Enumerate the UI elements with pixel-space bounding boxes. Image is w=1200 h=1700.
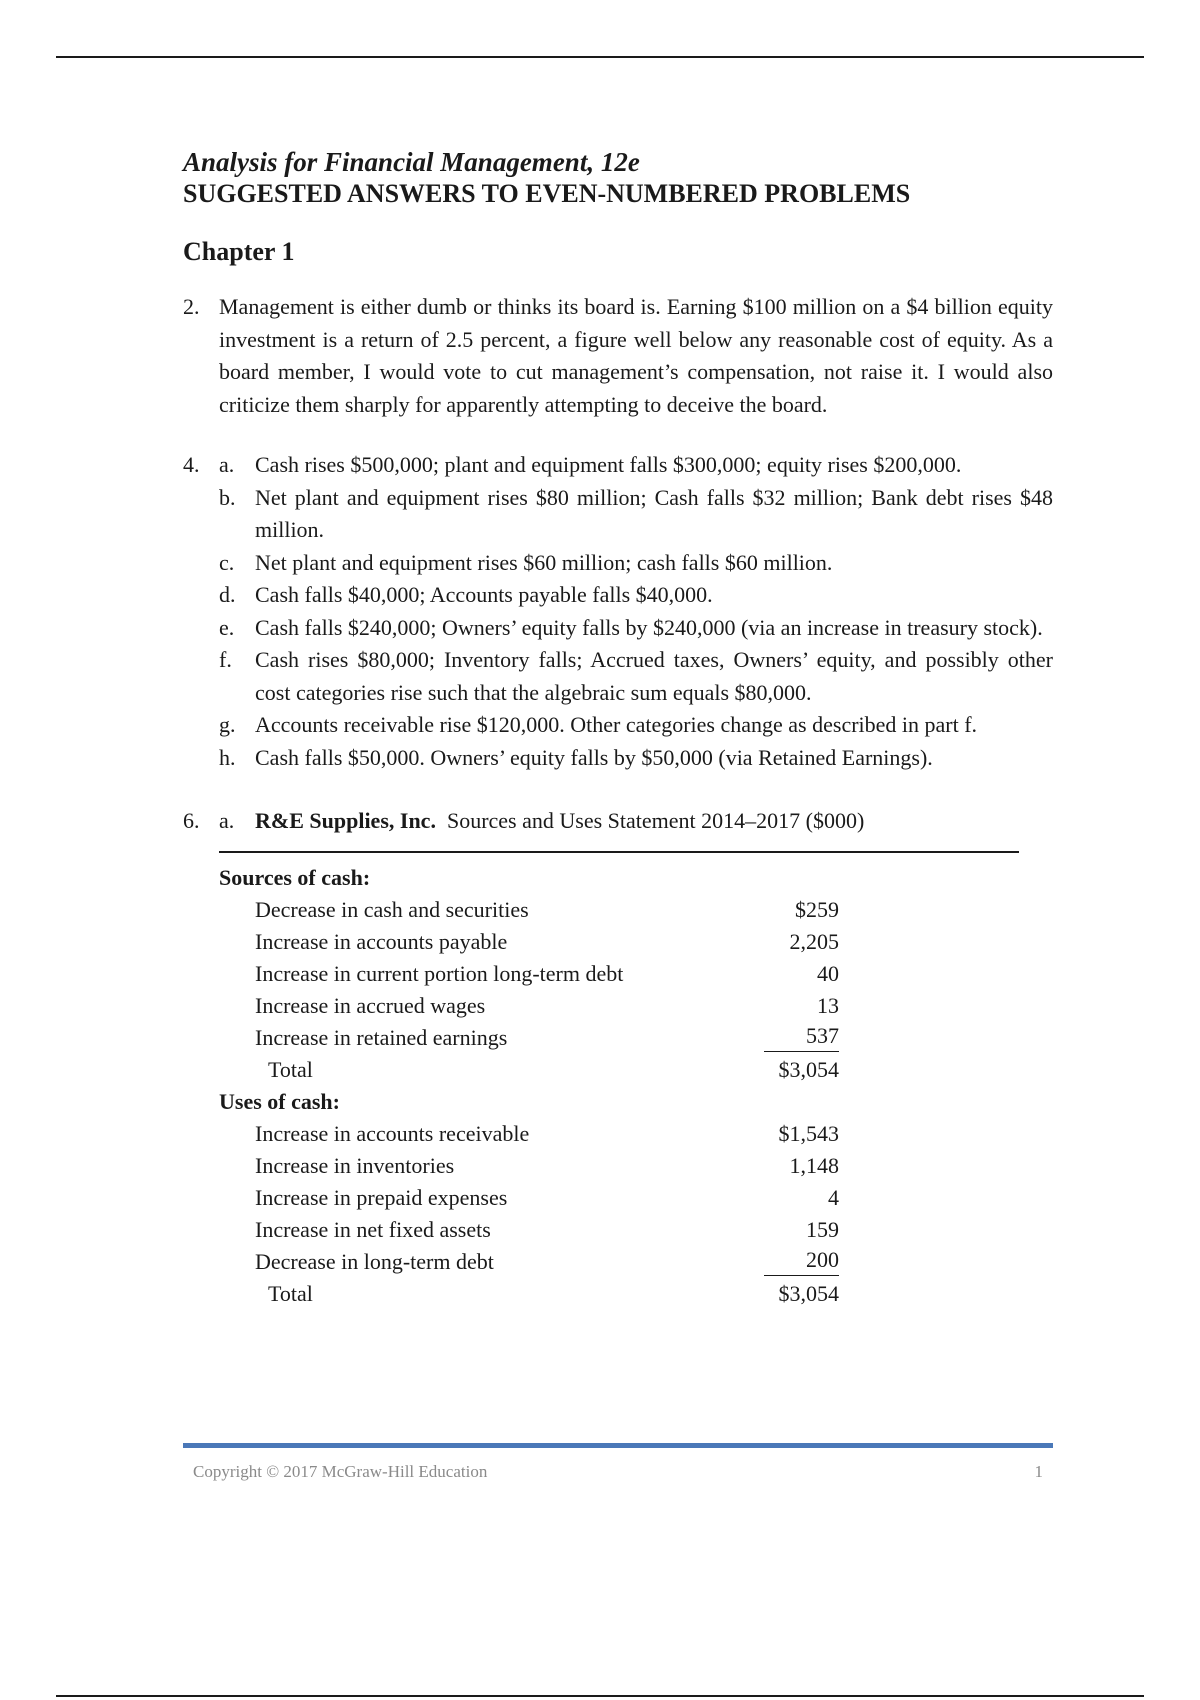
- total-amount: $3,054: [778, 1280, 839, 1306]
- item-text: Cash falls $40,000; Accounts payable falls $40,000.: [255, 582, 713, 607]
- table-row: [219, 894, 839, 926]
- item-text: Cash falls $240,000; Owners’ equity falls by $240,000 (via an increase in treasury stock).: [255, 614, 1043, 640]
- row-label: Increase in prepaid expenses: [255, 1184, 508, 1210]
- item-letter: e.: [219, 614, 235, 640]
- bottom-rule: [56, 1695, 1144, 1697]
- item-letter: f.: [219, 647, 232, 672]
- total-label: Total: [268, 1280, 313, 1306]
- item-text: Net plant and equipment rises $80 million; Cash falls $32 million; Bank debt rises $48 million.: [255, 484, 1053, 542]
- table-row: [219, 1182, 839, 1214]
- table-rule: [219, 851, 1019, 853]
- table-row: [219, 1118, 839, 1150]
- row-amount: 159: [806, 1216, 839, 1242]
- sources-total-row: [219, 1054, 839, 1086]
- row-label: Decrease in long-term debt: [255, 1248, 494, 1274]
- problem-6: [183, 805, 1053, 1310]
- problem-number: 6.: [183, 808, 200, 833]
- item-text: Cash falls $50,000. Owners’ equity falls by $50,000 (via Retained Earnings).: [255, 744, 933, 770]
- row-label: Increase in current portion long-term debt: [255, 960, 624, 986]
- table-row: [219, 1150, 839, 1182]
- list-item: [219, 547, 1053, 580]
- table-row: [219, 1246, 839, 1278]
- table-row: [219, 958, 839, 990]
- page-footer: [193, 1462, 1043, 1482]
- row-label: Increase in accounts payable: [255, 928, 508, 954]
- row-amount: 1,148: [789, 1152, 839, 1178]
- table-row: [219, 926, 839, 958]
- list-item: [219, 449, 1053, 482]
- list-item: [219, 612, 1053, 645]
- table-row: [219, 1214, 839, 1246]
- row-amount: $1,543: [778, 1120, 839, 1146]
- row-label: Increase in retained earnings: [255, 1024, 508, 1050]
- row-label: Decrease in cash and securities: [255, 896, 529, 922]
- item-letter: a.: [219, 452, 235, 477]
- item-letter: g.: [219, 712, 236, 737]
- row-amount: 40: [817, 960, 839, 986]
- row-amount: 2,205: [789, 928, 839, 954]
- sources-uses-table: [219, 862, 839, 1310]
- problem-2: [183, 291, 1053, 421]
- top-rule: [56, 56, 1144, 58]
- sources-heading: Sources of cash:: [219, 864, 371, 890]
- page-number: 1: [1034, 1462, 1043, 1481]
- item-letter: b.: [219, 484, 236, 510]
- uses-heading: Uses of cash:: [219, 1088, 340, 1114]
- uses-total-row: [219, 1278, 839, 1310]
- document-heading: SUGGESTED ANSWERS TO EVEN-NUMBERED PROBLEMS: [183, 179, 911, 208]
- item-letter: a.: [219, 808, 235, 833]
- item-text: Net plant and equipment rises $60 million; cash falls $60 million.: [255, 549, 833, 575]
- item-text: Cash rises $500,000; plant and equipment falls $300,000; equity rises $200,000.: [255, 452, 962, 477]
- list-item: [219, 709, 1053, 742]
- row-amount: $259: [795, 896, 839, 922]
- row-label: Increase in accrued wages: [255, 992, 486, 1018]
- list-item: [219, 742, 1053, 775]
- item-text: Accounts receivable rise $120,000. Other categories change as described in part f.: [255, 712, 978, 737]
- list-item: [219, 482, 1053, 547]
- list-item: [219, 644, 1053, 709]
- problem-number: 2.: [183, 294, 200, 319]
- row-amount: 200: [764, 1246, 839, 1276]
- statement-title-row: [219, 805, 1053, 838]
- table-row: [219, 1022, 839, 1054]
- row-amount: 13: [817, 992, 839, 1018]
- total-amount: $3,054: [778, 1056, 839, 1082]
- item-letter: d.: [219, 582, 236, 607]
- statement-title: Sources and Uses Statement 2014–2017 ($000): [446, 808, 865, 833]
- problem-number: 4.: [183, 452, 200, 477]
- document-page: [183, 146, 1053, 1310]
- footer-bar: [183, 1443, 1053, 1448]
- problem-4: [183, 449, 1053, 774]
- list-item: [219, 579, 1053, 612]
- item-letter: h.: [219, 744, 236, 770]
- copyright-text: Copyright © 2017 McGraw-Hill Education: [193, 1462, 488, 1481]
- row-label: Increase in accounts receivable: [255, 1120, 530, 1146]
- row-amount: 4: [828, 1184, 839, 1210]
- row-label: Increase in net fixed assets: [255, 1216, 491, 1242]
- problem-2-text: Management is either dumb or thinks its board is. Earning $100 million on a $4 billion equity investment is a return of 2.5 percent, a figure well below any reasonable cost of equity. As a board member, I would vote to cut management’s compensation, not raise it. I would also criticize them sharply for apparently attempting to deceive the board.: [219, 294, 1053, 417]
- table-row: [219, 990, 839, 1022]
- company-name: R&E Supplies, Inc.: [255, 808, 436, 833]
- total-label: Total: [268, 1056, 313, 1082]
- row-label: Increase in inventories: [255, 1152, 455, 1178]
- item-text: Cash rises $80,000; Inventory falls; Accrued taxes, Owners’ equity, and possibly other cost categories rise such that the algebraic sum equals $80,000.: [255, 647, 1053, 705]
- book-title: Analysis for Financial Management, 12e: [183, 147, 640, 177]
- chapter-heading: Chapter 1: [183, 237, 295, 266]
- row-amount: 537: [764, 1022, 839, 1052]
- item-letter: c.: [219, 549, 235, 575]
